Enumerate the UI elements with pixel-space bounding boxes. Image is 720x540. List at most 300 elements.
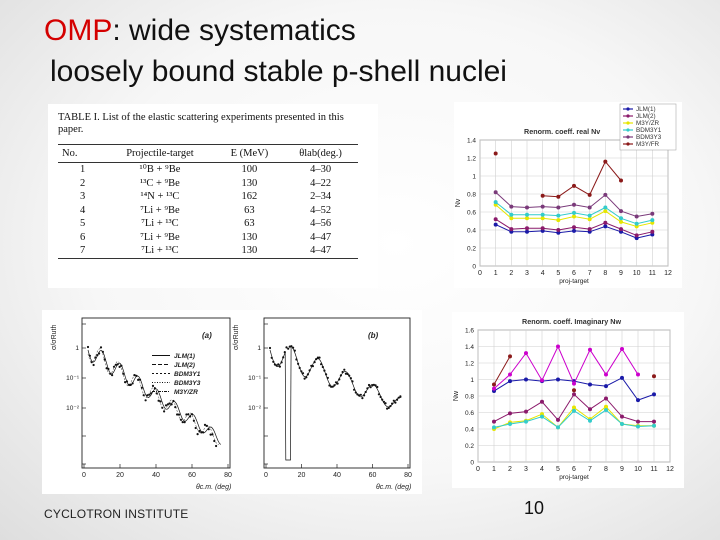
data-point	[376, 386, 378, 388]
data-point	[368, 384, 370, 386]
y-tick-label: 10⁻²	[66, 405, 79, 412]
data-point	[198, 430, 200, 432]
data-point	[271, 357, 273, 359]
x-tick-label: 9	[619, 270, 623, 277]
data-point	[277, 363, 279, 365]
x-tick-label: 6	[572, 466, 576, 473]
data-point	[572, 388, 576, 392]
data-point	[282, 356, 284, 358]
data-point	[556, 378, 560, 382]
data-point	[492, 420, 496, 424]
data-point	[195, 427, 197, 429]
table-cell: 4–47	[310, 245, 332, 256]
data-point	[126, 380, 128, 382]
data-point	[509, 227, 513, 231]
data-point	[603, 209, 607, 213]
data-point	[620, 376, 624, 380]
data-point	[96, 354, 98, 356]
x-tick-label: 20	[297, 472, 306, 479]
y-tick-label: 1	[470, 377, 474, 384]
data-point	[556, 228, 560, 232]
data-point	[393, 400, 395, 402]
x-tick-label: 2	[508, 466, 512, 473]
data-point	[343, 369, 345, 371]
table-cell: 6	[80, 231, 86, 243]
data-point	[604, 396, 608, 400]
table-header-cell: Projectile-target	[126, 148, 194, 159]
data-point	[332, 386, 334, 388]
data-point	[556, 214, 560, 218]
data-point	[91, 361, 93, 363]
data-point	[588, 227, 592, 231]
chart-legend	[620, 104, 676, 150]
data-point	[180, 419, 182, 421]
data-point	[588, 217, 592, 221]
table-cell: 4–30	[310, 164, 332, 175]
table-cell: 100	[241, 164, 258, 175]
y-tick-label: 1.2	[464, 360, 474, 368]
table-cell: 4–52	[310, 204, 332, 216]
data-point	[540, 415, 544, 419]
data-point	[588, 419, 592, 423]
y-tick-label: 0.6	[466, 209, 476, 217]
data-point	[117, 363, 119, 365]
data-point	[604, 408, 608, 412]
x-tick-label: 12	[666, 466, 674, 473]
data-point	[619, 179, 623, 183]
data-point	[636, 398, 640, 402]
data-point	[556, 195, 560, 199]
table-cell: 162	[241, 191, 258, 202]
data-point	[650, 212, 654, 216]
data-point	[135, 375, 137, 377]
data-point	[396, 399, 398, 401]
data-point	[133, 374, 135, 376]
data-point	[163, 410, 165, 412]
data-point	[391, 403, 393, 405]
data-point	[176, 413, 178, 415]
x-tick-label: 9	[620, 466, 624, 473]
x-tick-label: 11	[648, 270, 656, 277]
imaginary-nw-chart-svg	[452, 312, 684, 488]
table-row	[58, 244, 358, 258]
data-point	[111, 374, 113, 376]
data-point	[137, 379, 139, 381]
data-point	[524, 410, 528, 414]
data-point	[572, 203, 576, 207]
data-point	[524, 420, 528, 424]
data-point	[141, 387, 143, 389]
y-tick-label: 0.2	[466, 245, 476, 253]
data-point	[619, 209, 623, 213]
data-point	[381, 399, 383, 401]
data-point	[353, 389, 355, 391]
y-tick-label: 1	[257, 345, 261, 352]
data-point	[113, 366, 115, 368]
x-tick-label: 8	[604, 466, 608, 473]
legend-label: JLM(1)	[174, 353, 195, 360]
data-point	[541, 205, 545, 209]
table-cell: 130	[241, 245, 258, 256]
data-point	[492, 382, 496, 386]
y-tick-label: 0.6	[464, 410, 474, 417]
x-tick-label: 3	[524, 466, 528, 473]
chart-title: Renorm. coeff. Imaginary Nw	[522, 317, 622, 326]
y-tick-label: 0.4	[464, 426, 474, 434]
x-axis-label: proj-target	[559, 278, 589, 285]
data-point	[494, 200, 498, 204]
data-point	[366, 387, 368, 389]
x-tick-label: 0	[82, 472, 86, 479]
x-tick-label: 60	[368, 472, 377, 479]
data-point	[211, 433, 213, 435]
y-axis-label: σ/σRuth	[51, 324, 58, 350]
data-point	[636, 425, 640, 429]
data-point	[182, 421, 184, 423]
legend-label: M3Y/ZR	[174, 389, 198, 396]
table-row	[58, 190, 358, 204]
data-point	[340, 374, 342, 376]
data-point	[315, 358, 317, 360]
data-point	[572, 211, 576, 215]
table-row	[58, 231, 358, 245]
table-row	[58, 163, 358, 177]
data-point	[161, 407, 163, 409]
y-tick-label: 1.2	[466, 155, 476, 163]
legend-label: BDM3Y3	[174, 380, 201, 387]
angular-distribution-figure	[42, 310, 422, 494]
table-cell: 130	[241, 177, 258, 189]
data-point	[508, 379, 512, 383]
data-point	[322, 366, 324, 368]
data-point	[361, 397, 363, 399]
legend-marker	[626, 142, 629, 145]
y-tick-label: 0.8	[466, 191, 476, 199]
data-point	[130, 384, 132, 386]
table-cell: 4–47	[310, 231, 332, 243]
data-point	[572, 229, 576, 233]
data-point	[143, 394, 145, 396]
x-tick-label: 20	[116, 472, 124, 479]
data-point	[525, 213, 529, 217]
angular-distribution-plot	[42, 310, 422, 494]
data-point	[572, 382, 576, 386]
data-point	[148, 394, 150, 396]
data-point	[541, 213, 545, 217]
data-point	[122, 373, 124, 375]
data-point	[299, 367, 301, 369]
data-point	[189, 415, 191, 417]
data-point	[652, 392, 656, 396]
real-nv-chart	[454, 102, 682, 288]
data-point	[333, 384, 335, 386]
data-point	[524, 378, 528, 382]
data-point	[295, 358, 297, 360]
data-point	[604, 384, 608, 388]
y-tick-label: 10⁻¹	[248, 375, 261, 382]
table-cell: 5	[80, 218, 86, 229]
data-point	[399, 395, 401, 397]
panel-a-label: (a)	[202, 331, 212, 340]
data-point	[272, 361, 274, 363]
data-point	[124, 381, 126, 383]
data-point	[94, 356, 96, 358]
data-point	[556, 218, 560, 222]
data-point	[351, 380, 353, 382]
data-point	[380, 396, 382, 398]
table-header-cell: θlab(deg.)	[299, 148, 342, 159]
x-tick-label: 80	[404, 472, 412, 479]
data-point	[541, 194, 545, 198]
data-point	[370, 386, 372, 388]
x-tick-label: 10	[632, 270, 641, 277]
x-tick-label: 11	[650, 466, 658, 473]
table-cell: 4	[80, 204, 86, 216]
legend-marker	[626, 121, 629, 124]
legend-label: BDM3Y3	[636, 134, 662, 141]
data-point	[107, 368, 109, 370]
data-point	[297, 363, 299, 365]
x-axis-label: θc.m. (deg)	[196, 484, 232, 491]
data-point	[104, 358, 106, 360]
data-point	[213, 440, 215, 442]
data-point	[603, 221, 607, 225]
data-point	[350, 377, 352, 379]
table-cell: ⁷Li + ⁹Be	[140, 204, 180, 216]
table-cell: ⁷Li + ¹³C	[141, 218, 179, 229]
data-point	[187, 413, 189, 415]
table-row	[58, 204, 358, 218]
data-point	[389, 405, 391, 407]
data-point	[178, 414, 180, 416]
data-point	[572, 392, 576, 396]
data-point	[365, 391, 367, 393]
data-point	[635, 222, 639, 226]
y-tick-label: 0.8	[464, 393, 474, 401]
data-point	[152, 385, 154, 387]
data-point	[652, 420, 656, 424]
x-tick-label: 40	[152, 472, 160, 479]
data-point	[132, 382, 134, 384]
y-axis-label: Nw	[453, 390, 460, 402]
table-caption: TABLE I. List of the elastic scattering experiments presented in this paper.	[58, 112, 344, 135]
data-point	[206, 425, 208, 427]
legend-label: JLM(2)	[174, 362, 195, 369]
data-point	[281, 361, 283, 363]
data-point	[620, 415, 624, 419]
y-tick-label: 10⁻²	[248, 405, 261, 412]
table-header-cell: No.	[62, 148, 78, 159]
data-point	[284, 351, 286, 353]
data-point	[150, 392, 152, 394]
data-point	[492, 425, 496, 429]
data-point	[337, 383, 339, 385]
data-point	[363, 394, 365, 396]
data-point	[588, 382, 592, 386]
data-point	[525, 230, 529, 234]
data-point	[509, 213, 513, 217]
data-point	[215, 445, 217, 447]
data-point	[572, 215, 576, 219]
x-tick-label: 40	[333, 472, 341, 479]
data-point	[89, 355, 91, 357]
data-point	[494, 217, 498, 221]
y-axis-label: Nv	[455, 198, 462, 208]
data-point	[572, 184, 576, 188]
y-tick-label: 0.4	[466, 227, 476, 235]
data-point	[603, 206, 607, 210]
data-point	[620, 422, 624, 426]
data-point	[156, 392, 158, 394]
data-point	[604, 373, 608, 377]
y-tick-label: 1.4	[466, 137, 476, 145]
data-point	[327, 377, 329, 379]
x-tick-label: 4	[540, 466, 544, 473]
y-tick-label: 1	[75, 345, 79, 352]
data-point	[635, 215, 639, 219]
legend-marker	[626, 128, 629, 131]
x-tick-label: 4	[540, 270, 545, 277]
data-point	[525, 226, 529, 230]
data-point	[572, 225, 576, 229]
data-point	[302, 372, 304, 374]
data-point	[312, 365, 314, 367]
data-point	[603, 224, 607, 228]
x-tick-label: 60	[188, 472, 196, 479]
data-point	[492, 387, 496, 391]
data-point	[169, 402, 171, 404]
data-point	[360, 394, 362, 396]
data-point	[652, 424, 656, 428]
data-point	[109, 373, 111, 375]
data-point	[318, 357, 320, 359]
x-tick-label: 0	[478, 270, 482, 277]
data-point	[619, 216, 623, 220]
data-point	[508, 354, 512, 358]
x-axis-label: proj-target	[559, 474, 589, 481]
data-point	[556, 206, 560, 210]
y-tick-label: 1	[472, 173, 476, 181]
data-point	[197, 433, 199, 435]
data-point	[541, 216, 545, 220]
data-point	[508, 373, 512, 377]
chart-title: Renorm. coeff. real Nv	[524, 127, 601, 136]
data-point	[541, 226, 545, 230]
data-point	[139, 379, 141, 381]
legend-marker	[626, 135, 629, 138]
x-tick-label: 5	[556, 466, 560, 473]
x-axis-label: θc.m. (deg)	[376, 484, 412, 491]
data-point	[620, 347, 624, 351]
data-point	[87, 346, 89, 348]
x-tick-label: 5	[556, 270, 561, 277]
table-cell: 4–56	[310, 218, 332, 229]
data-point	[314, 361, 316, 363]
data-point	[652, 374, 656, 378]
data-point	[509, 216, 513, 220]
data-point	[375, 384, 377, 386]
x-tick-label: 8	[603, 270, 608, 277]
data-point	[338, 378, 340, 380]
table-cell: 1	[80, 164, 86, 175]
data-point	[524, 351, 528, 355]
legend-marker	[626, 107, 629, 110]
data-point	[619, 220, 623, 224]
legend-label: M3Y/ZR	[636, 120, 660, 127]
y-tick-label: 10⁻¹	[66, 375, 79, 382]
data-point	[525, 206, 529, 210]
y-tick-label: 1.6	[464, 327, 474, 335]
data-point	[588, 214, 592, 218]
data-point	[305, 376, 307, 378]
data-point	[119, 366, 121, 368]
title-highlight: OMP	[44, 14, 113, 47]
data-point	[191, 413, 193, 415]
data-point	[388, 407, 390, 409]
data-point	[636, 420, 640, 424]
table-cell: ⁷Li + ¹³C	[141, 245, 179, 256]
x-tick-label: 0	[264, 472, 268, 479]
table-cell: 63	[244, 218, 255, 229]
data-point	[292, 347, 294, 349]
data-point	[93, 364, 95, 366]
table-cell: 3	[80, 191, 86, 202]
data-point	[494, 190, 498, 194]
legend-marker	[626, 114, 629, 117]
footer-institute: CYCLOTRON INSTITUTE	[44, 507, 189, 521]
legend-label: M3Y/FR	[636, 141, 660, 148]
data-point	[572, 409, 576, 413]
data-point	[556, 425, 560, 429]
imaginary-nw-chart	[452, 312, 684, 488]
title-rest: : wide systematics	[112, 14, 356, 47]
data-point	[120, 365, 122, 367]
x-tick-label: 80	[224, 472, 232, 479]
x-tick-label: 0	[476, 466, 480, 473]
data-point	[509, 205, 513, 209]
experiments-table	[58, 144, 358, 259]
data-point	[159, 400, 161, 402]
data-point	[508, 411, 512, 415]
data-point	[204, 424, 206, 426]
data-point	[323, 370, 325, 372]
data-point	[494, 152, 498, 156]
data-point	[309, 369, 311, 371]
page-number: 10	[524, 498, 545, 518]
data-point	[269, 347, 271, 349]
table-cell: 4–22	[310, 177, 332, 189]
x-tick-label: 1	[492, 466, 496, 473]
data-point	[307, 373, 309, 375]
data-point	[185, 413, 187, 415]
data-point	[603, 160, 607, 164]
table-cell: 130	[241, 231, 258, 243]
panel-b-label: (b)	[368, 331, 379, 340]
data-point	[540, 378, 544, 382]
data-point	[98, 352, 100, 354]
table-cell: 63	[244, 204, 255, 216]
data-point	[154, 387, 156, 389]
x-tick-label: 6	[572, 270, 576, 277]
data-point	[320, 363, 322, 365]
y-tick-label: 0.2	[464, 443, 474, 450]
data-point	[588, 407, 592, 411]
x-tick-label: 7	[587, 270, 592, 277]
data-point	[355, 391, 357, 393]
data-point	[165, 404, 167, 406]
data-point	[290, 345, 292, 347]
experiments-table-figure	[48, 104, 378, 288]
